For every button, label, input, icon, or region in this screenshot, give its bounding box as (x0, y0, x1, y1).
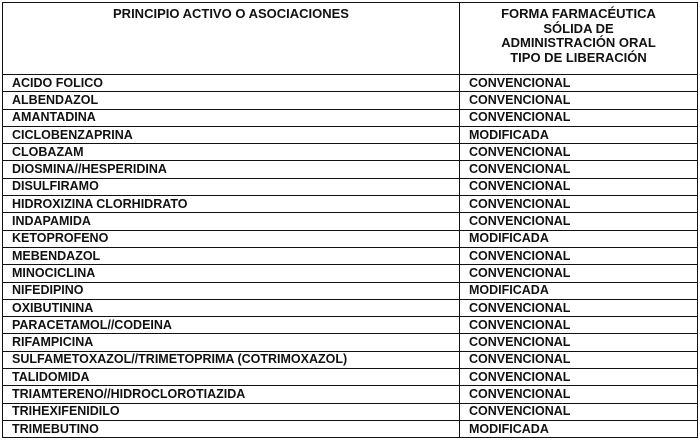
table-row (3, 351, 698, 368)
header-dosage-form-line: ADMINISTRACIÓN ORAL (501, 35, 656, 50)
cell-release-type: CONVENCIONAL (460, 403, 698, 420)
cell-active-ingredient: TRIAMTERENO//HIDROCLOROTIAZIDA (3, 386, 460, 403)
cell-active-ingredient: HIDROXIZINA CLORHIDRATO (3, 196, 460, 213)
table-row (3, 213, 698, 230)
cell-release-type: CONVENCIONAL (460, 299, 698, 316)
cell-release-type: CONVENCIONAL (460, 161, 698, 178)
cell-active-ingredient: RIFAMPICINA (3, 334, 460, 351)
cell-active-ingredient: OXIBUTININA (3, 299, 460, 316)
cell-active-ingredient: SULFAMETOXAZOL//TRIMETOPRIMA (COTRIMOXAZOL) (3, 351, 460, 368)
cell-active-ingredient: MINOCICLINA (3, 265, 460, 282)
header-dosage-form-line: SÓLIDA DE (543, 20, 614, 36)
table-row (3, 247, 698, 264)
drug-release-table (2, 2, 698, 438)
table-row (3, 420, 698, 437)
cell-release-type: CONVENCIONAL (460, 109, 698, 126)
table-row (3, 230, 698, 247)
header-dosage-form-line: TIPO DE LIBERACIÓN (510, 49, 647, 65)
table-row (3, 92, 698, 109)
cell-active-ingredient: AMANTADINA (3, 109, 460, 126)
cell-active-ingredient: PARACETAMOL//CODEINA (3, 317, 460, 334)
cell-active-ingredient: TRIMEBUTINO (3, 420, 460, 437)
cell-active-ingredient: DISULFIRAMO (3, 178, 460, 195)
cell-release-type: CONVENCIONAL (460, 369, 698, 386)
table-row (3, 109, 698, 126)
table-row (3, 178, 698, 195)
table-row (3, 265, 698, 282)
cell-release-type: CONVENCIONAL (460, 92, 698, 109)
cell-release-type: CONVENCIONAL (460, 247, 698, 264)
table-row (3, 144, 698, 161)
cell-active-ingredient: CICLOBENZAPRINA (3, 126, 460, 143)
cell-release-type: CONVENCIONAL (460, 178, 698, 195)
cell-release-type: CONVENCIONAL (460, 213, 698, 230)
cell-active-ingredient: ALBENDAZOL (3, 92, 460, 109)
cell-active-ingredient: TALIDOMIDA (3, 369, 460, 386)
table-row (3, 369, 698, 386)
cell-active-ingredient: TRIHEXIFENIDILO (3, 403, 460, 420)
cell-release-type: MODIFICADA (460, 420, 698, 437)
cell-active-ingredient: NIFEDIPINO (3, 282, 460, 299)
header-active-ingredient: PRINCIPIO ACTIVO O ASOCIACIONES (3, 3, 460, 75)
cell-release-type: CONVENCIONAL (460, 75, 698, 92)
cell-active-ingredient: ACIDO FOLICO (3, 75, 460, 92)
cell-release-type: MODIFICADA (460, 230, 698, 247)
table-row (3, 196, 698, 213)
cell-active-ingredient: INDAPAMIDA (3, 213, 460, 230)
table-row (3, 282, 698, 299)
table-row (3, 317, 698, 334)
cell-release-type: CONVENCIONAL (460, 144, 698, 161)
cell-active-ingredient: KETOPROFENO (3, 230, 460, 247)
header-dosage-form-line: FORMA FARMACÉUTICA (501, 6, 656, 21)
cell-release-type: CONVENCIONAL (460, 196, 698, 213)
table-body (3, 75, 698, 438)
table-row (3, 75, 698, 92)
cell-release-type: CONVENCIONAL (460, 334, 698, 351)
cell-release-type: CONVENCIONAL (460, 317, 698, 334)
cell-release-type: CONVENCIONAL (460, 386, 698, 403)
table-header (3, 3, 698, 75)
table-row (3, 161, 698, 178)
cell-release-type: CONVENCIONAL (460, 265, 698, 282)
table-row (3, 386, 698, 403)
table-row (3, 334, 698, 351)
cell-release-type: MODIFICADA (460, 282, 698, 299)
cell-release-type: MODIFICADA (460, 126, 698, 143)
table-row (3, 126, 698, 143)
header-dosage-form (460, 3, 698, 75)
table-row (3, 403, 698, 420)
table-row (3, 299, 698, 316)
cell-active-ingredient: CLOBAZAM (3, 144, 460, 161)
cell-release-type: CONVENCIONAL (460, 351, 698, 368)
cell-active-ingredient: MEBENDAZOL (3, 247, 460, 264)
header-row (3, 3, 698, 75)
cell-active-ingredient: DIOSMINA//HESPERIDINA (3, 161, 460, 178)
